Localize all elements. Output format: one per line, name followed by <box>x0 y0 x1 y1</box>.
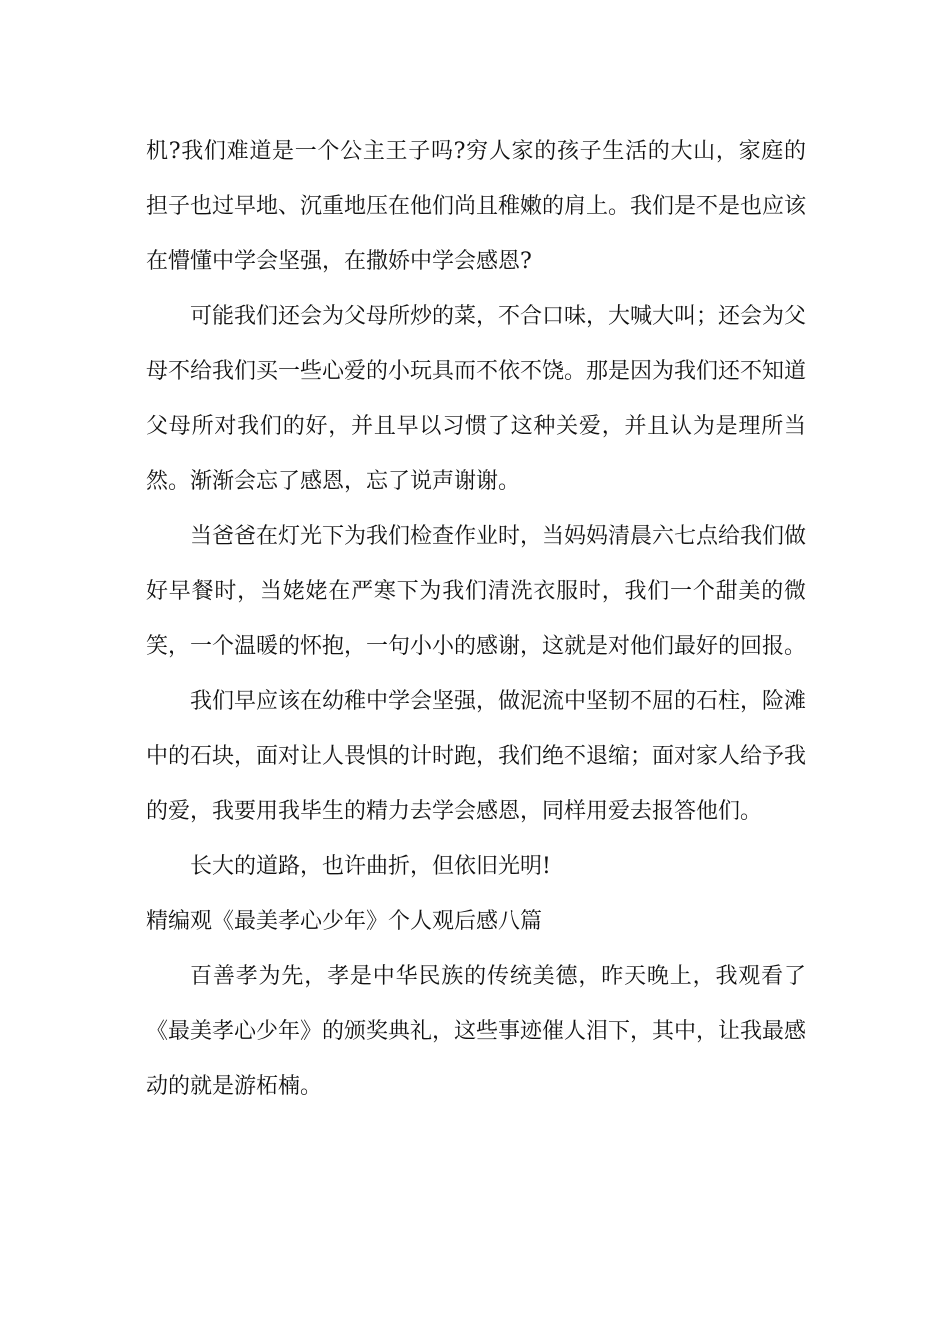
paragraph: 长大的道路，也许曲折，但依旧光明! <box>190 854 551 879</box>
paragraph-continued: 机?我们难道是一个公主王子吗?穷人家的孩子生活的大山，家庭的担子也过早地、沉重地压在他们尚且稚嫩的肩上。我们是不是也应该在懵懂中学会坚强，在撒娇中学会感恩? <box>146 139 807 274</box>
paragraph: 可能我们还会为父母所炒的菜，不合口味，大喊大叫；还会为父母不给我们买一些心爱的小玩具而不依不饶。那是因为我们还不知道父母所对我们的好，并且早以习惯了这种关爱，并且认为是理所当然。渐渐会忘了感恩，忘了说声谢谢。 <box>146 304 807 494</box>
paragraph: 我们早应该在幼稚中学会坚强，做泥流中坚韧不屈的石柱，险滩中的石块，面对让人畏惧的计时跑，我们绝不退缩；面对家人给予我的爱，我要用我毕生的精力去学会感恩，同样用爱去报答他们。 <box>146 689 807 824</box>
paragraph: 百善孝为先，孝是中华民族的传统美德，昨天晚上，我观看了《最美孝心少年》的颁奖典礼，这些事迹催人泪下，其中，让我最感动的就是游柘楠。 <box>146 964 807 1099</box>
paragraph: 当爸爸在灯光下为我们检查作业时，当妈妈清晨六七点给我们做好早餐时，当姥姥在严寒下为我们清洗衣服时，我们一个甜美的微笑，一个温暖的怀抱，一句小小的感谢，这就是对他们最好的回报。 <box>146 524 807 659</box>
document-body <box>146 124 806 1114</box>
section-heading: 精编观《最美孝心少年》个人观后感八篇 <box>146 909 543 934</box>
